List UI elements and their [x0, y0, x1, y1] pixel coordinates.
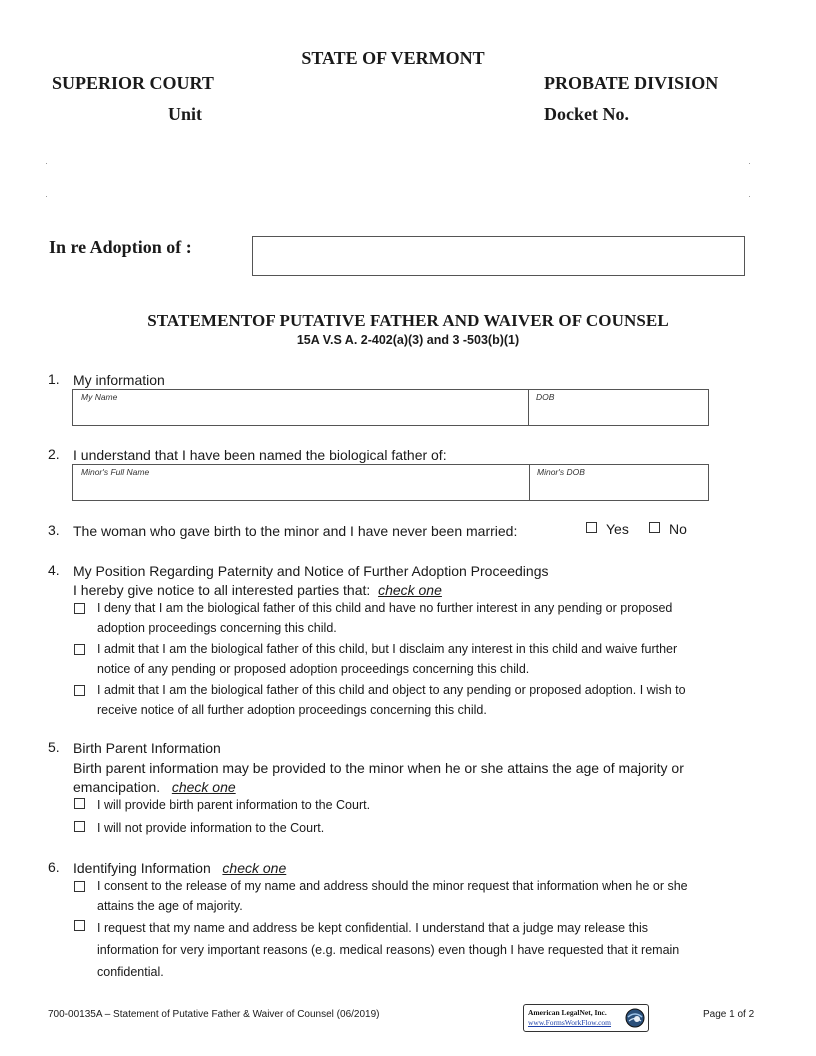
- option-line: I request that my name and address be kept confidential. I understand that a judge may release this: [97, 921, 649, 935]
- section-5-number: 5.: [48, 739, 60, 755]
- section-2-label: I understand that I have been named the biological father of:: [73, 447, 447, 463]
- in-re-adoption-label: In re Adoption of :: [49, 237, 192, 257]
- section-1-number: 1.: [48, 371, 60, 387]
- option-line: I deny that I am the biological father of this child and have no further interest in any pending or proposed: [97, 601, 673, 615]
- minor-information-box: [72, 464, 709, 501]
- option-line: confidential.: [97, 965, 164, 979]
- keep-confidential-option: [97, 917, 757, 983]
- section-4-number: 4.: [48, 562, 60, 578]
- form-title: STATEMENTOF PUTATIVE FATHER AND WAIVER OF COUNSEL: [147, 311, 669, 330]
- section-2-number: 2.: [48, 446, 60, 462]
- paternity-admit-waive-option: [97, 639, 757, 679]
- paternity-admit-object-checkbox[interactable]: [74, 685, 85, 696]
- minor-dob-caption: Minor's DOB: [537, 467, 585, 477]
- publisher-logo[interactable]: [523, 1004, 649, 1032]
- form-id-footer: 700-00135A – Statement of Putative Father & Waiver of Counsel (06/2019): [48, 1009, 380, 1020]
- corner-mark: [46, 163, 47, 164]
- minor-name-caption: Minor's Full Name: [81, 467, 150, 477]
- adoptee-name-field[interactable]: [252, 236, 745, 276]
- globe-icon: [625, 1008, 645, 1028]
- dob-caption: DOB: [536, 392, 555, 402]
- option-line: attains the age of majority.: [97, 899, 243, 913]
- not-provide-info-checkbox[interactable]: [74, 821, 85, 832]
- married-yes-label: Yes: [606, 521, 629, 537]
- my-name-caption: My Name: [81, 392, 118, 402]
- state-title: STATE OF VERMONT: [301, 48, 485, 68]
- paternity-admit-waive-checkbox[interactable]: [74, 644, 85, 655]
- logo-website: www.FormsWorkFlow.com: [528, 1018, 612, 1027]
- my-name-input[interactable]: [73, 402, 528, 426]
- option-line: I consent to the release of my name and address should the minor request that information when he or she: [97, 879, 688, 893]
- not-provide-info-option: I will not provide information to the Court.: [97, 821, 325, 835]
- logo-company-name: American LegalNet, Inc.: [528, 1008, 607, 1017]
- option-line: adoption proceedings concerning this child.: [97, 621, 337, 635]
- my-dob-input[interactable]: [529, 402, 709, 426]
- corner-mark: [749, 196, 750, 197]
- section-5-description: Birth parent information may be provided to the minor when he or she attains the age of majority or: [73, 760, 684, 776]
- division-name: PROBATE DIVISION: [544, 73, 719, 93]
- consent-release-option: [97, 876, 757, 916]
- corner-mark: [46, 196, 47, 197]
- paternity-admit-object-option: [97, 680, 757, 720]
- my-information-box: [72, 389, 709, 426]
- court-name: SUPERIOR COURT: [52, 73, 214, 93]
- docket-label: Docket No.: [544, 104, 629, 124]
- section-1-label: My information: [73, 372, 165, 388]
- check-one-instruction: check one: [222, 860, 287, 876]
- section-3-label: The woman who gave birth to the minor and I have never been married:: [73, 523, 518, 539]
- section-6-number: 6.: [48, 859, 60, 875]
- option-line: I admit that I am the biological father of this child and object to any pending or proposed adoption. I wish to: [97, 683, 686, 697]
- provide-info-option: I will provide birth parent information to the Court.: [97, 798, 371, 812]
- married-no-label: No: [669, 521, 687, 537]
- section-5-description-end: emancipation.: [73, 779, 161, 795]
- minor-dob-input[interactable]: [530, 477, 709, 501]
- paternity-deny-option: [97, 598, 757, 638]
- section-6-label: Identifying Information: [73, 860, 211, 876]
- consent-release-checkbox[interactable]: [74, 881, 85, 892]
- married-no-checkbox[interactable]: [649, 522, 660, 533]
- page-number: Page 1 of 2: [703, 1009, 755, 1020]
- check-one-instruction: check one: [171, 779, 236, 795]
- check-one-instruction: check one: [378, 582, 442, 598]
- married-yes-checkbox[interactable]: [586, 522, 597, 533]
- option-line: notice of any pending or proposed adoption proceedings concerning this child.: [97, 662, 530, 676]
- paternity-deny-checkbox[interactable]: [74, 603, 85, 614]
- provide-info-checkbox[interactable]: [74, 798, 85, 809]
- corner-mark: [749, 163, 750, 164]
- keep-confidential-checkbox[interactable]: [74, 920, 85, 931]
- option-line: information for very important reasons (e.g. medical reasons) even though I have requested that it remain: [97, 943, 680, 957]
- unit-label: Unit: [168, 104, 203, 124]
- form-statute: 15A V.S A. 2-402(a)(3) and 3 -503(b)(1): [296, 333, 520, 347]
- section-3-number: 3.: [48, 522, 60, 538]
- section-5-label: Birth Parent Information: [73, 740, 221, 756]
- section-4-intro-text: I hereby give notice to all interested parties that:: [73, 582, 371, 598]
- option-line: receive notice of all further adoption proceedings concerning this child.: [97, 703, 487, 717]
- minor-name-input[interactable]: [73, 477, 529, 501]
- option-line: I admit that I am the biological father of this child, but I disclaim any interest in this child and waive further: [97, 642, 678, 656]
- section-4-label: My Position Regarding Paternity and Notice of Further Adoption Proceedings: [73, 563, 549, 579]
